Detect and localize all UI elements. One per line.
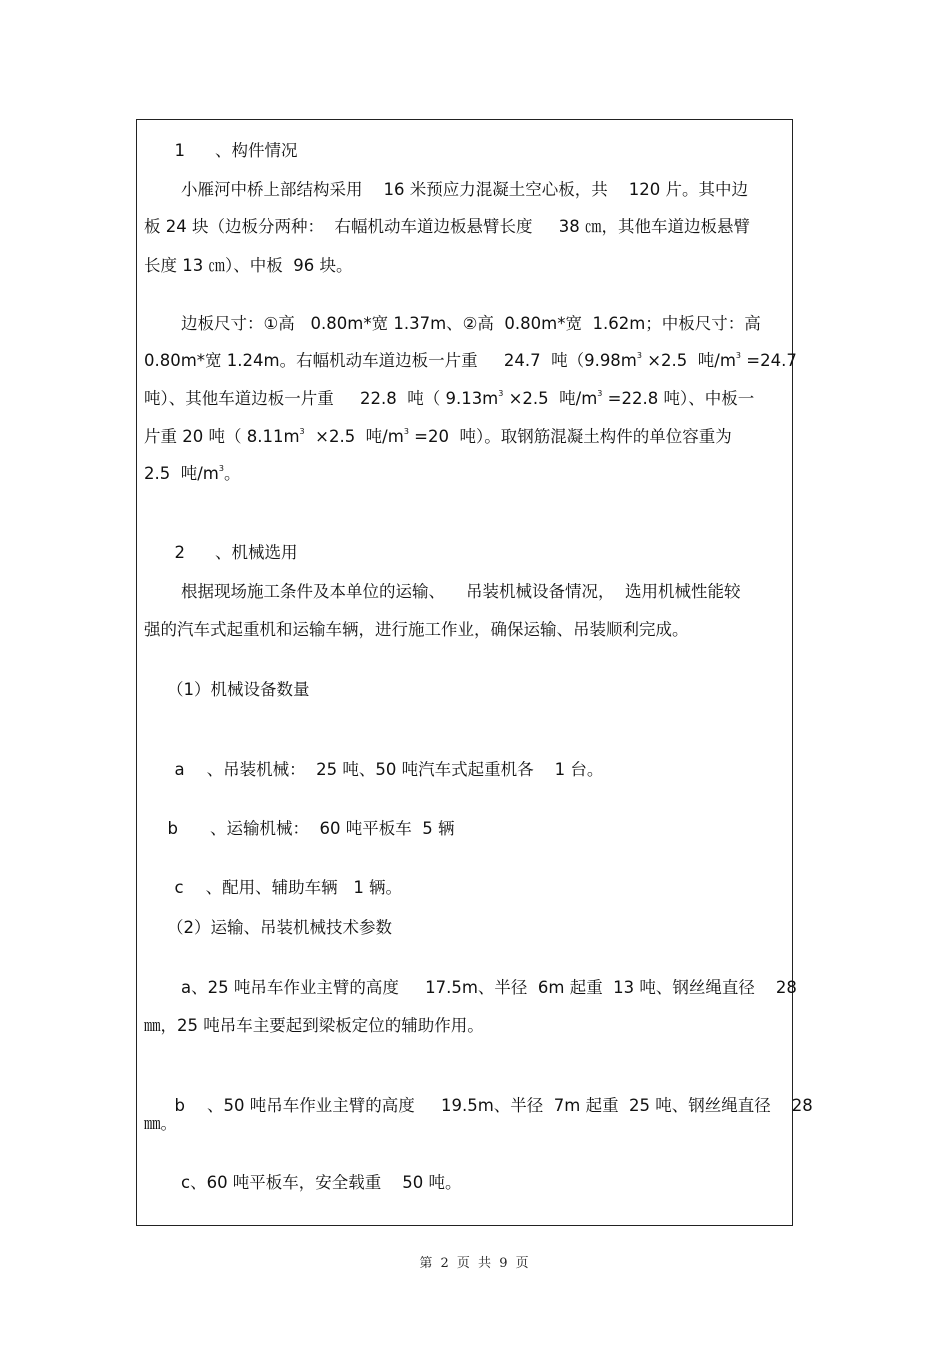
- subheading-equipment-quantity: （1）机械设备数量: [167, 680, 310, 699]
- list-item-b: [157, 799, 454, 839]
- section1-heading-number: 1: [174, 141, 185, 160]
- section2-heading-number: 2: [174, 543, 185, 562]
- section1-p2-line5: 2.5 吨$/m^3$。: [144, 464, 241, 483]
- list-item-b-text: 、运输机械： 60 吨平板车 5 辆: [209, 819, 455, 838]
- section1-heading: [164, 121, 298, 161]
- section1-p2-line2: 0.80m*宽 1.24m。右幅机动车道边板一片重 24.7 吨（$9.98m^3 \times 2.5$ 吨$/m^3 =24.7$: [144, 351, 797, 370]
- list-item-a: [164, 740, 603, 780]
- param-c: c、60 吨平板车，安全载重 50 吨。: [181, 1173, 462, 1192]
- list-item-a-label: a: [174, 760, 185, 779]
- section1-p2-line4: 片重 20 吨（ $8.11m^3 \times 2.5$ 吨$/m^3 =20$ 吨）。取钢筋混凝土构件的单位容重为: [144, 427, 732, 446]
- section1-p1-line1: 小雁河中桥上部结构采用 16 米预应力混凝土空心板，共 120 片。其中边: [181, 180, 748, 199]
- section2-p1-line2: 强的汽车式起重机和运输车辆，进行施工作业，确保运输、吊装顺利完成。: [144, 620, 689, 639]
- subheading-technical-params: （2）运输、吊装机械技术参数: [167, 918, 392, 937]
- section1-p2-line1: 边板尺寸：①高 0.80m*宽 1.37m、②高 0.80m*宽 1.62m；中板尺寸：高: [181, 314, 761, 333]
- page-number-footer: 第 2 页 共 9 页: [419, 1256, 531, 1271]
- list-item-c: [164, 858, 402, 898]
- section1-p1-line2: 板 24 块（边板分两种： 右幅机动车道边板悬臂长度 38 ㎝，其他车道边板悬臂: [144, 217, 750, 236]
- content-frame: [136, 119, 793, 1226]
- section2-p1-line1: 根据现场施工条件及本单位的运输、 吊装机械设备情况， 选用机械性能较: [181, 582, 741, 601]
- section1-heading-text: 、构件情况: [215, 141, 298, 160]
- param-a-line2: ㎜，25 吨吊车主要起到梁板定位的辅助作用。: [144, 1016, 484, 1035]
- param-b-line1: [164, 1076, 813, 1116]
- list-item-b-label: b: [167, 819, 178, 838]
- list-item-c-text: 、配用、辅助车辆 1 辆。: [205, 878, 403, 897]
- list-item-c-label: c: [174, 878, 184, 897]
- param-b-line2: ㎜。: [144, 1114, 177, 1133]
- param-a-line1: a、25 吨吊车作业主臂的高度 17.5m、半径 6m 起重 13 吨、钢丝绳直径 28: [181, 978, 797, 997]
- section2-heading: [164, 523, 298, 563]
- section1-p2-line3: 吨）、其他车道边板一片重 22.8 吨（ $9.13m^3 \times 2.5$ 吨$/m^3 =22.8$ 吨）、中板一: [144, 389, 755, 408]
- section2-heading-text: 、机械选用: [215, 543, 298, 562]
- section1-p1-line3: 长度 13 ㎝）、中板 96 块。: [144, 256, 353, 275]
- param-b-label: b: [174, 1096, 185, 1115]
- list-item-a-text: 、吊装机械： 25 吨、50 吨汽车式起重机各 1 台。: [206, 760, 604, 779]
- param-b-text: 、50 吨吊车作业主臂的高度 19.5m、半径 7m 起重 25 吨、钢丝绳直径 28: [206, 1096, 813, 1115]
